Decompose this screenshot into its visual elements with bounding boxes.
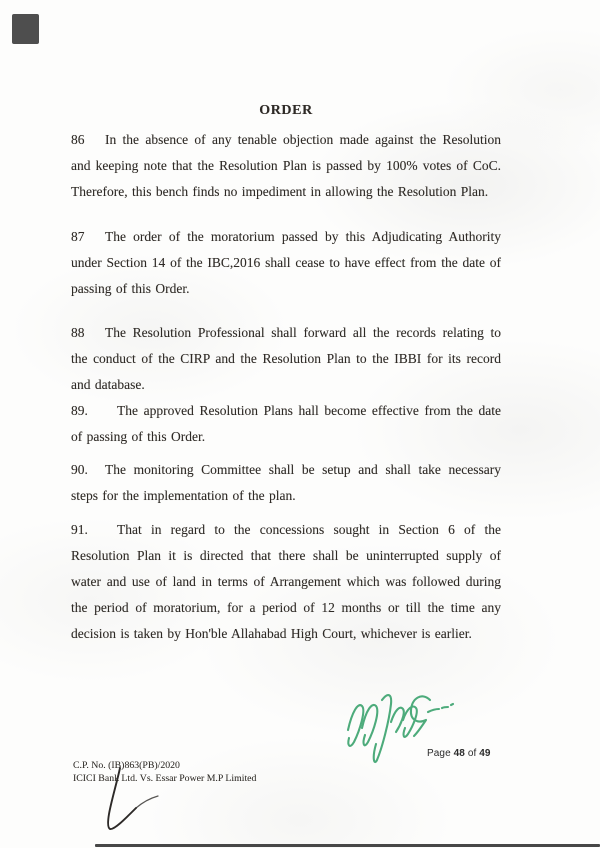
order-heading: ORDER: [259, 103, 313, 118]
footer-case-number: C.P. No. (IB)863(PB)/2020: [73, 760, 180, 771]
scan-artifact-line: [95, 844, 600, 847]
pen-paraph-mark: [96, 766, 176, 838]
page-number: [427, 748, 491, 759]
order-body: [71, 98, 501, 647]
paragraph-number: 91.: [71, 522, 88, 537]
page-number-current: 48: [453, 748, 465, 759]
paragraph-text: That in regard to the concessions sought in Section 6 of the Resolution Plan it is directed that there shall be uninterrupted supply of water and use of land in terms of Arrangement which was followed during the period of moratorium, for a period of 12 months or till the time any decision is taken by Hon'ble Allahabad High Court, whichever is earlier.: [71, 522, 501, 641]
paragraph-text: The Resolution Professional shall forward all the records relating to the conduct of the CIRP and the Resolution Plan to the IBBI for its record and database.: [71, 325, 501, 392]
paragraph-text: In the absence of any tenable objection made against the Resolution and keeping note that the Resolution Plan is passed by 100% votes of CoC. Therefore, this bench finds no impediment in allowing the Resolution Plan.: [71, 132, 501, 199]
paragraph-87: [71, 224, 501, 302]
page-number-prefix: Page: [427, 748, 454, 759]
paragraph-90: [71, 457, 501, 509]
paragraph-number: 90.: [71, 462, 88, 477]
page-number-total: 49: [479, 748, 491, 759]
paragraph-number: 88: [71, 325, 85, 340]
paragraph-88: [71, 320, 501, 398]
paragraph-89: [71, 398, 501, 450]
paragraph-text: The order of the moratorium passed by this Adjudicating Authority under Section 14 of the IBC,2016 shall cease to have effect from the date of passing of this Order.: [71, 229, 501, 296]
footer-case-title: ICICI Bank Ltd. Vs. Essar Power M.P Limited: [73, 772, 257, 784]
paragraph-number: 89.: [71, 403, 88, 418]
paragraph-91: [71, 517, 501, 647]
page-number-separator: of: [464, 748, 480, 759]
paragraph-text: The approved Resolution Plans hall become effective from the date of passing of this Order.: [71, 403, 501, 444]
paragraph-text: The monitoring Committee shall be setup and shall take necessary steps for the implementation of the plan.: [71, 462, 501, 503]
paragraph-number: 86: [71, 132, 85, 147]
paragraph-86: [71, 127, 501, 205]
scan-artifact-square: [12, 14, 39, 44]
paragraph-number: 87: [71, 229, 85, 244]
